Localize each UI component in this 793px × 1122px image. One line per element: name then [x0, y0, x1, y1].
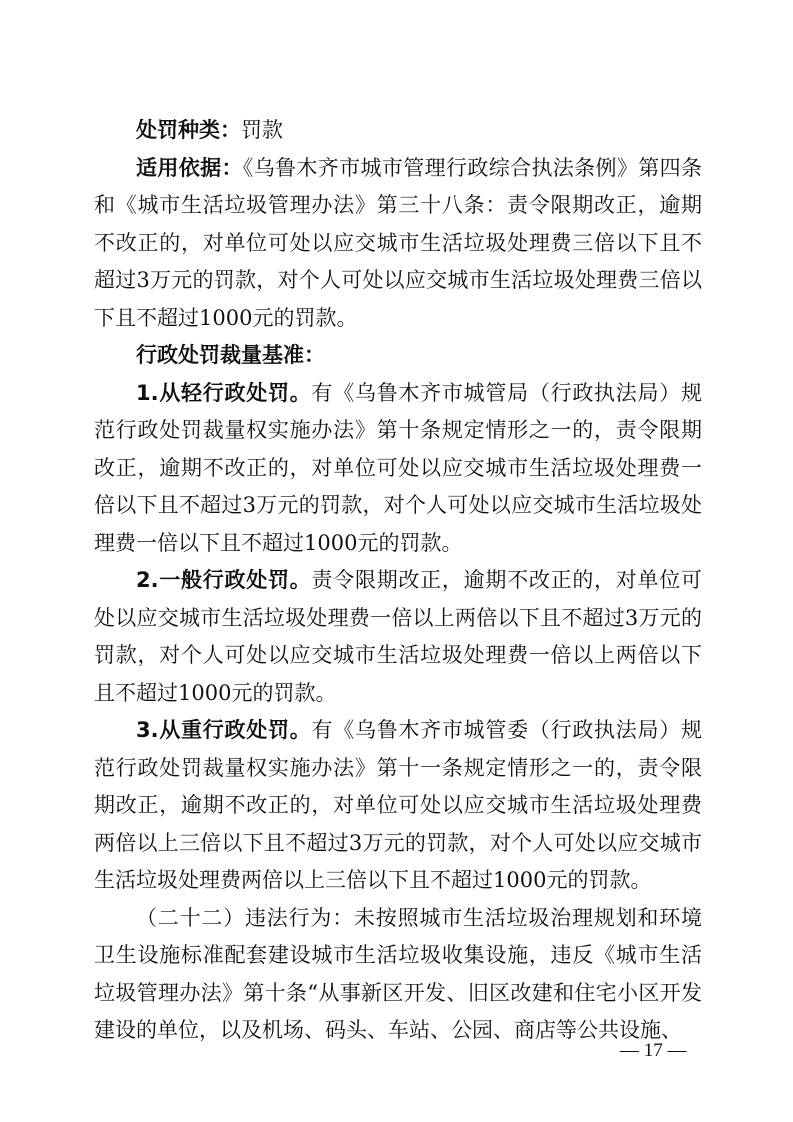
level-heavy-paragraph — [94, 712, 702, 900]
penalty-type-label: 处罚种类： — [136, 118, 241, 142]
document-body — [94, 112, 702, 1050]
page-number: — 17 — — [620, 1040, 687, 1061]
level-heavy-label: 3.从重行政处罚。 — [136, 718, 312, 742]
level-general-label: 2.一般行政处罚。 — [136, 568, 312, 592]
legal-basis-label: 适用依据： — [136, 155, 243, 180]
level-light-paragraph — [94, 375, 702, 563]
level-light-label: 1.从轻行政处罚。 — [136, 380, 312, 405]
level-heavy-text: 有《乌鲁木齐市城管委（行政执法局）规范行政处罚裁量权实施办法》第十一条规定情形之一的，责令限期改正，逾期不改正的，对单位可处以应交城市生活垃圾处理费两倍以上三倍以下且不超过3万元的罚款，对个人可处以应交城市生活垃圾处理费两倍以上三倍以下且不超过1000元的罚款。 — [94, 718, 702, 892]
penalty-type-text: 罚款 — [241, 118, 283, 142]
penalty-type-paragraph — [94, 112, 702, 150]
discretion-heading: 行政处罚裁量基准： — [136, 343, 325, 367]
level-light-text: 有《乌鲁木齐市城管局（行政执法局）规范行政处罚裁量权实施办法》第十条规定情形之一的，责令限期改正，逾期不改正的，对单位可处以应交城市生活垃圾处理费一倍以下且不超过3万元的罚款，对个人可处以应交城市生活垃圾处理费一倍以下且不超过1000元的罚款。 — [94, 380, 702, 555]
level-general-paragraph — [94, 562, 702, 712]
legal-basis-paragraph — [94, 150, 702, 338]
legal-basis-text: 《乌鲁木齐市城市管理行政综合执法条例》第四条和《城市生活垃圾管理办法》第三十八条：责令限期改正，逾期不改正的，对单位可处以应交城市生活垃圾处理费三倍以下且不超过3万元的罚款，对个人可处以应交城市生活垃圾处理费三倍以下且不超过1000元的罚款。 — [94, 155, 702, 330]
level-general-text: 责令限期改正，逾期不改正的，对单位可处以应交城市生活垃圾处理费一倍以上两倍以下且不超过3万元的罚款，对个人可处以应交城市生活垃圾处理费一倍以上两倍以下且不超过1000元的罚款。 — [94, 568, 702, 705]
violation-22-paragraph: （二十二）违法行为：未按照城市生活垃圾治理规划和环境卫生设施标准配套建设城市生活垃圾收集设施，违反《城市生活垃圾管理办法》第十条“从事新区开发、旧区改建和住宅小区开发建设的单位，以及机场、码头、车站、公园、商店等公共设施、 — [94, 905, 702, 1042]
